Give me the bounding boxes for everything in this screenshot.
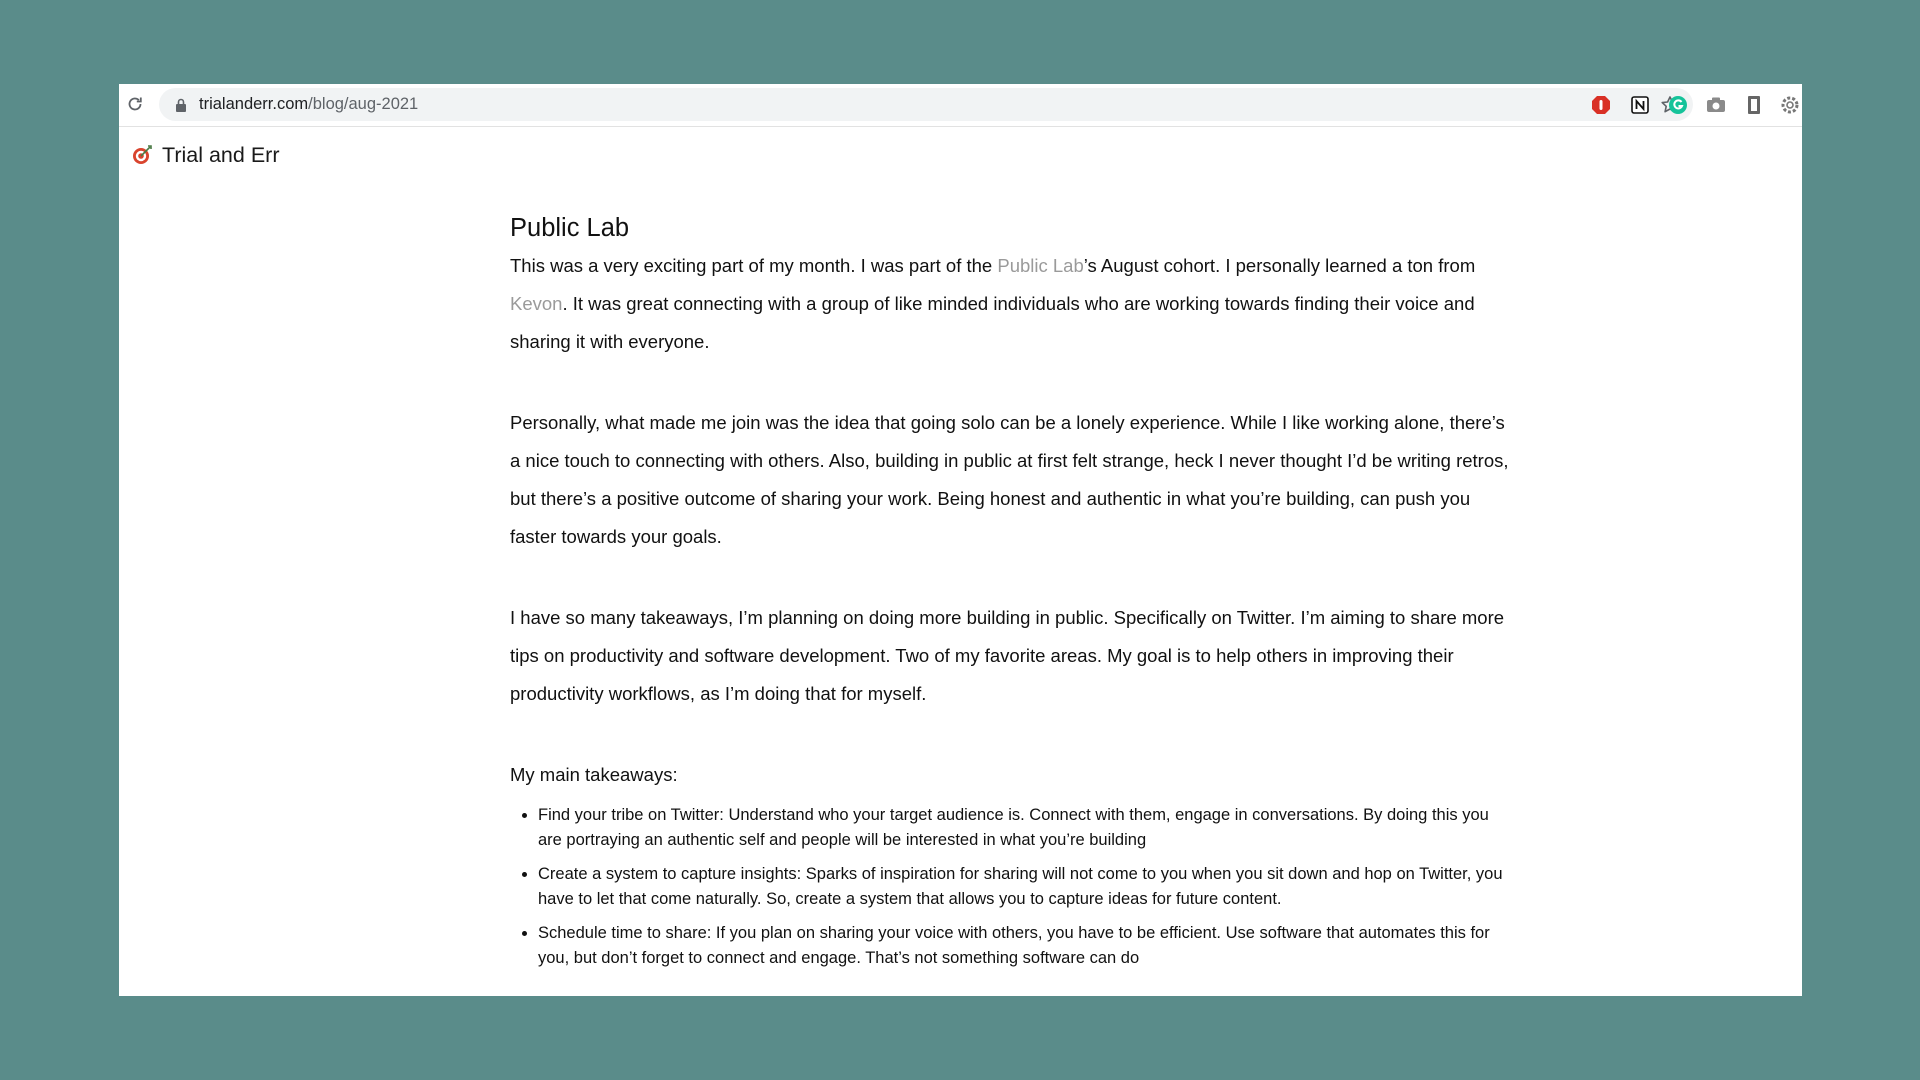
grammarly-icon[interactable] bbox=[1667, 94, 1689, 116]
kevon-link[interactable]: Kevon bbox=[510, 293, 563, 314]
reload-icon[interactable] bbox=[124, 93, 146, 115]
instapaper-icon[interactable] bbox=[1743, 94, 1765, 116]
url-text[interactable] bbox=[199, 88, 418, 121]
browser-window bbox=[119, 84, 1802, 996]
camera-icon[interactable] bbox=[1705, 94, 1727, 116]
takeaways-list bbox=[510, 803, 1510, 971]
paragraph-1-text-b: ’s August cohort. I personally learned a ton from bbox=[1083, 255, 1476, 276]
site-title[interactable]: Trial and Err bbox=[162, 142, 280, 167]
browser-toolbar bbox=[119, 84, 1802, 127]
paragraph-1-text-c: . It was great connecting with a group of like minded individuals who are working towards finding their voice and sharing it with everyone. bbox=[510, 293, 1475, 352]
settings-gear-icon[interactable] bbox=[1779, 94, 1801, 116]
article-body bbox=[510, 214, 1510, 980]
public-lab-link[interactable]: Public Lab bbox=[997, 255, 1084, 276]
paragraph-3: I have so many takeaways, I’m planning on doing more building in public. Specifically on Twitter. I’m aiming to share more tips on productivity and software development. Two of my favorite areas. My goal is to help others in improving their productivity workflows, as I’m doing that for myself. bbox=[510, 607, 1505, 704]
paragraph-1 bbox=[510, 247, 1510, 361]
notion-icon[interactable] bbox=[1629, 94, 1651, 116]
adblock-icon[interactable] bbox=[1590, 94, 1612, 116]
list-item: • Find your tribe on Twitter: Understand who your target audience is. Connect with them, engage in conversations. By doing this you are portraying an authentic self and people will be interested in what you’re building bbox=[538, 803, 1510, 853]
paragraph-2: Personally, what made me join was the idea that going solo can be a lonely experience. While I like working alone, there’s a nice touch to connecting with others. Also, building in public at first felt strange, heck I never thought I’d be writing retros, but there’s a positive outcome of sharing your work. Being honest and authentic in what you’re building, can push you faster towards your goals. bbox=[510, 412, 1509, 547]
list-item: • Schedule time to share: If you plan on sharing your voice with others, you have to be efficient. Use software that automates this for you, but don’t forget to connect and engage. That’s not something software can do bbox=[538, 921, 1510, 971]
address-bar[interactable] bbox=[159, 88, 1693, 121]
list-item: • Create a system to capture insights: Sparks of inspiration for sharing will not come to you when you sit down and hop on Twitter, you have to let that come naturally. So, create a system that allows you to capture ideas for future content. bbox=[538, 862, 1510, 912]
site-header bbox=[131, 139, 279, 171]
target-logo-icon[interactable] bbox=[131, 144, 153, 166]
section-heading: Public Lab bbox=[510, 214, 630, 242]
lock-icon bbox=[174, 97, 188, 113]
url-path: /blog/aug-2021 bbox=[308, 95, 419, 113]
paragraph-1-text-a: This was a very exciting part of my month. I was part of the bbox=[510, 255, 998, 276]
url-domain: trialanderr.com bbox=[199, 95, 309, 113]
takeaways-title: My main takeaways: bbox=[510, 764, 678, 785]
